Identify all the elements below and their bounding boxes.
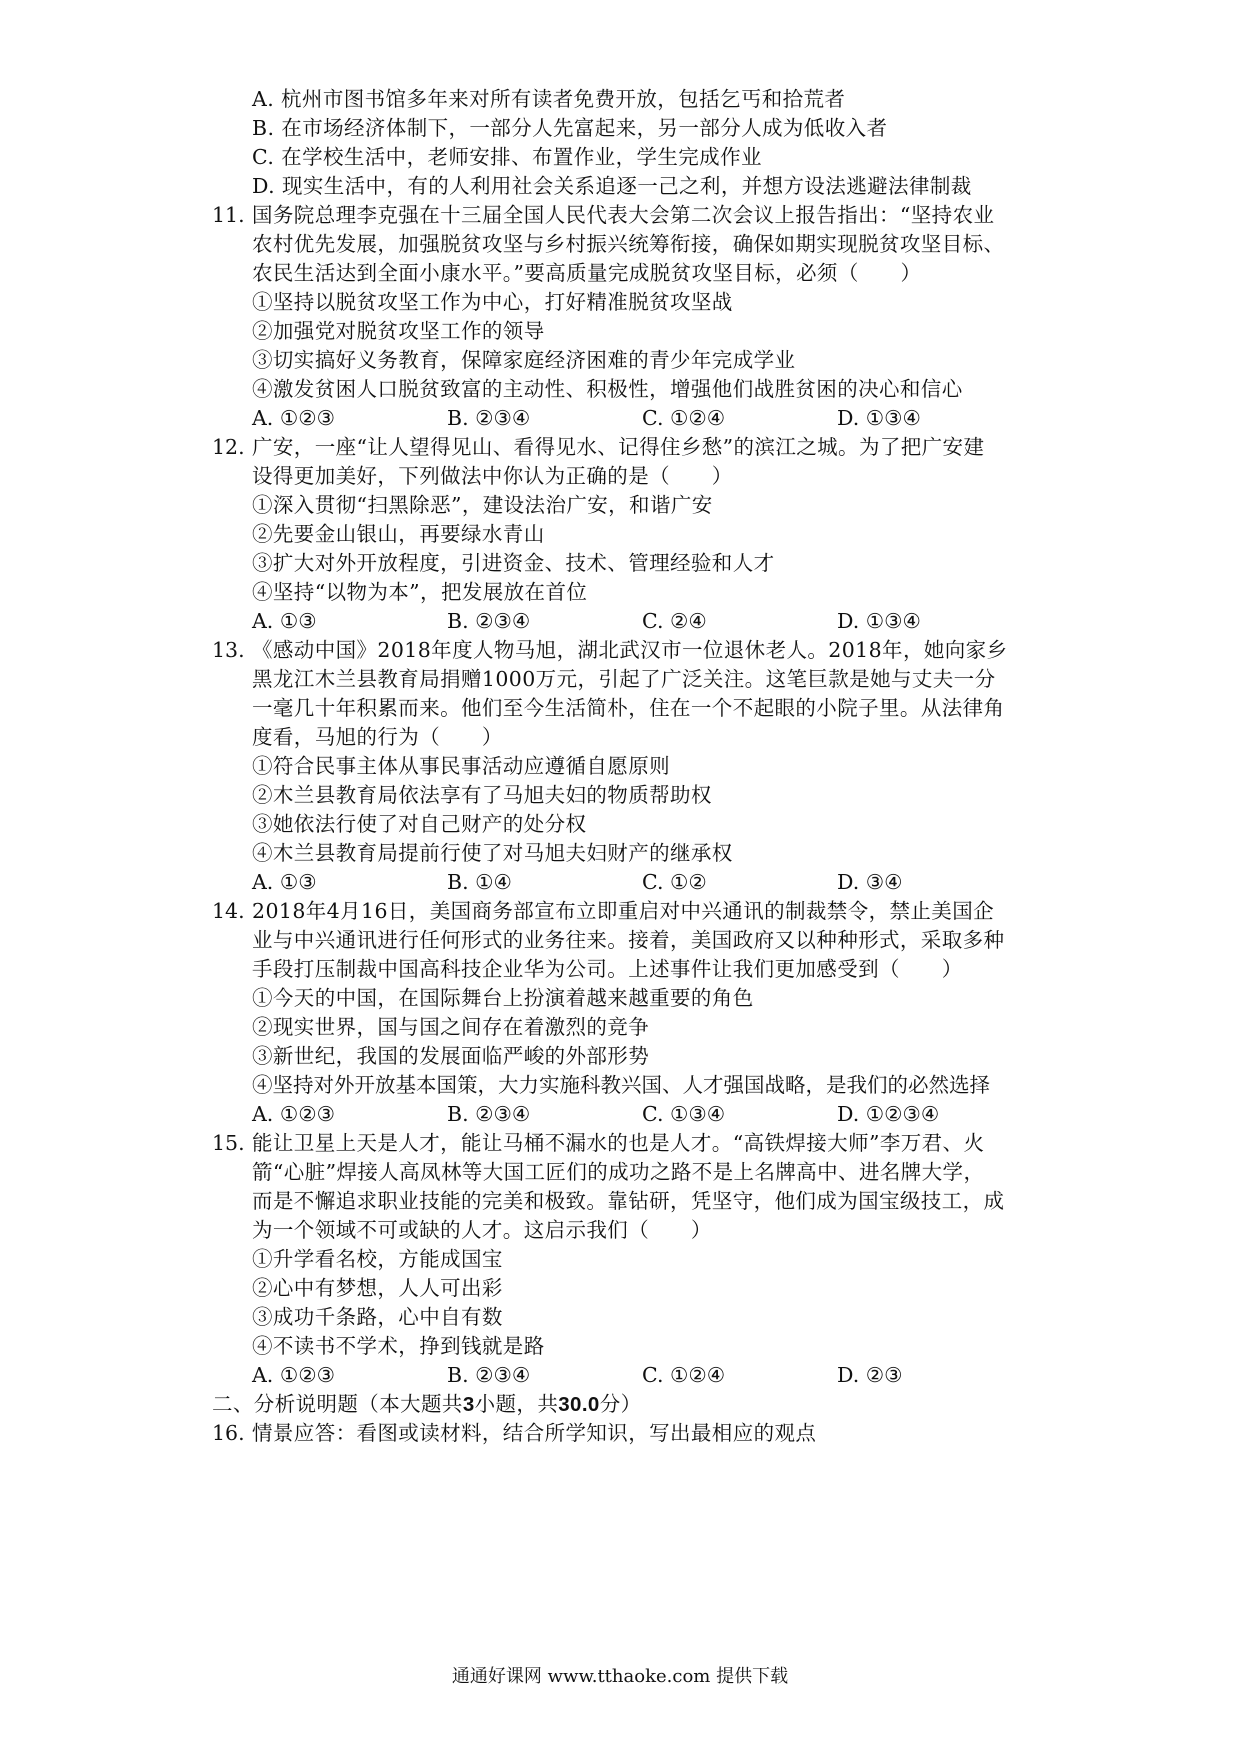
question-stem-line: 而是不懈追求职业技能的完美和极致。靠钻研，凭坚守，他们成为国宝级技工，成 — [252, 1189, 1005, 1213]
choice-b: B. ①④ — [447, 870, 512, 894]
question-stem-line: 黑龙江木兰县教育局捐赠1000万元，引起了广泛关注。这笔巨款是她与丈夫一分 — [252, 667, 996, 691]
statement-item: ①坚持以脱贫攻坚工作为中心，打好精准脱贫攻坚战 — [252, 290, 733, 314]
statement-item: ①升学看名校，方能成国宝 — [252, 1247, 503, 1271]
question-stem-line: 手段打压制裁中国高科技企业华为公司。上述事件让我们更加感受到（ ） — [252, 957, 963, 981]
option-c: C. 在学校生活中，老师安排、布置作业，学生完成作业 — [252, 145, 762, 169]
section-heading — [212, 1389, 642, 1420]
statement-item: ③新世纪，我国的发展面临严峻的外部形势 — [252, 1044, 650, 1068]
choice-d: D. ①③④ — [837, 406, 921, 430]
choice-c: C. ①②④ — [642, 1363, 726, 1387]
question-number: 16. — [212, 1421, 245, 1445]
question-number: 11. — [212, 203, 245, 227]
statement-item: ③成功千条路，心中自有数 — [252, 1305, 503, 1329]
choice-b: B. ②③④ — [447, 406, 531, 430]
statement-item: ④木兰县教育局提前行使了对马旭夫妇财产的继承权 — [252, 841, 733, 865]
statement-item: ③扩大对外开放程度，引进资金、技术、管理经验和人才 — [252, 551, 775, 575]
question-stem-line: 广安，一座“让人望得见山、看得见水、记得住乡愁”的滨江之城。为了把广安建 — [252, 435, 985, 459]
choice-b: B. ②③④ — [447, 1102, 531, 1126]
question-stem-line: 设得更加美好，下列做法中你认为正确的是（ ） — [252, 464, 733, 488]
question-stem-line: 农村优先发展，加强脱贫攻坚与乡村振兴统筹衔接，确保如期实现脱贫攻坚目标、 — [252, 232, 1005, 256]
question-stem-line: 度看，马旭的行为（ ） — [252, 725, 503, 749]
question-stem-line: 国务院总理李克强在十三届全国人民代表大会第二次会议上报告指出：“坚持农业 — [252, 203, 995, 227]
choice-d: D. ①③④ — [837, 609, 921, 633]
question-stem-line: 能让卫星上天是人才，能让马桶不漏水的也是人才。“高铁焊接大师”李万君、火 — [252, 1131, 985, 1155]
question-number: 13. — [212, 638, 245, 662]
section-question-count: 3 — [462, 1393, 475, 1416]
question-stem-line: 箭“心脏”焊接人高凤林等大国工匠们的成功之路不是上名牌高中、进名牌大学， — [252, 1160, 985, 1184]
statement-item: ③她依法行使了对自己财产的处分权 — [252, 812, 587, 836]
choice-c: C. ①② — [642, 870, 707, 894]
statement-item: ①符合民事主体从事民事活动应遵循自愿原则 — [252, 754, 670, 778]
statement-item: ①今天的中国，在国际舞台上扮演着越来越重要的角色 — [252, 986, 754, 1010]
question-number: 14. — [212, 899, 245, 923]
statement-item: ①深入贯彻“扫黑除恶”，建设法治广安，和谐广安 — [252, 493, 713, 517]
page-footer: 通通好课网 www.tthaoke.com 提供下载 — [451, 1666, 789, 1687]
statement-item: ④坚持对外开放基本国策，大力实施科教兴国、人才强国战略，是我们的必然选择 — [252, 1073, 990, 1097]
question-stem-line: 情景应答：看图或读材料，结合所学知识，写出最相应的观点 — [252, 1421, 817, 1445]
choice-d: D. ②③ — [837, 1363, 903, 1387]
question-number: 15. — [212, 1131, 245, 1155]
section-heading-suffix: 分） — [599, 1392, 642, 1416]
section-score: 30.0 — [558, 1393, 600, 1416]
statement-item: ②木兰县教育局依法享有了马旭夫妇的物质帮助权 — [252, 783, 712, 807]
question-stem-line: 为一个领域不可或缺的人才。这启示我们（ ） — [252, 1218, 712, 1242]
choice-c: C. ②④ — [642, 609, 707, 633]
section-heading-mid: 小题，共 — [474, 1392, 559, 1416]
question-stem-line: 业与中兴通讯进行任何形式的业务往来。接着，美国政府又以种种形式，采取多种 — [252, 928, 1005, 952]
choice-a: A. ①②③ — [252, 1102, 335, 1126]
statement-item: ④不读书不学术，挣到钱就是路 — [252, 1334, 545, 1358]
statement-item: ②现实世界，国与国之间存在着激烈的竞争 — [252, 1015, 650, 1039]
choice-c: C. ①②④ — [642, 406, 726, 430]
section-heading-prefix: 二、分析说明题（本大题共 — [212, 1392, 463, 1416]
statement-item: ②心中有梦想，人人可出彩 — [252, 1276, 503, 1300]
option-a: A. 杭州市图书馆多年来对所有读者免费开放，包括乞丐和拾荒者 — [252, 87, 846, 111]
statement-item: ④激发贫困人口脱贫致富的主动性、积极性，增强他们战胜贫困的决心和信心 — [252, 377, 963, 401]
option-b: B. 在市场经济体制下，一部分人先富起来，另一部分人成为低收入者 — [252, 116, 888, 140]
choice-d: D. ③④ — [837, 870, 903, 894]
statement-item: ④坚持“以物为本”，把发展放在首位 — [252, 580, 588, 604]
statement-item: ②加强党对脱贫攻坚工作的领导 — [252, 319, 545, 343]
choice-a: A. ①③ — [252, 870, 317, 894]
choice-a: A. ①②③ — [252, 1363, 335, 1387]
question-stem-line: 农民生活达到全面小康水平。”要高质量完成脱贫攻坚目标，必须（ ） — [252, 261, 922, 285]
statement-item: ②先要金山银山，再要绿水青山 — [252, 522, 545, 546]
choice-d: D. ①②③④ — [837, 1102, 940, 1126]
statement-item: ③切实搞好义务教育，保障家庭经济困难的青少年完成学业 — [252, 348, 796, 372]
choice-c: C. ①③④ — [642, 1102, 726, 1126]
choice-a: A. ①③ — [252, 609, 317, 633]
question-stem-line: 一毫几十年积累而来。他们至今生活简朴，住在一个不起眼的小院子里。从法律角 — [252, 696, 1005, 720]
option-d: D. 现实生活中，有的人利用社会关系追逐一己之利，并想方设法逃避法律制裁 — [252, 174, 972, 198]
question-number: 12. — [212, 435, 245, 459]
question-stem-line: 《感动中国》2018年度人物马旭，湖北武汉市一位退休老人。2018年，她向家乡 — [252, 638, 1008, 662]
question-stem-line: 2018年4月16日，美国商务部宣布立即重启对中兴通讯的制裁禁令，禁止美国企 — [252, 899, 994, 923]
choice-b: B. ②③④ — [447, 1363, 531, 1387]
choice-a: A. ①②③ — [252, 406, 335, 430]
choice-b: B. ②③④ — [447, 609, 531, 633]
